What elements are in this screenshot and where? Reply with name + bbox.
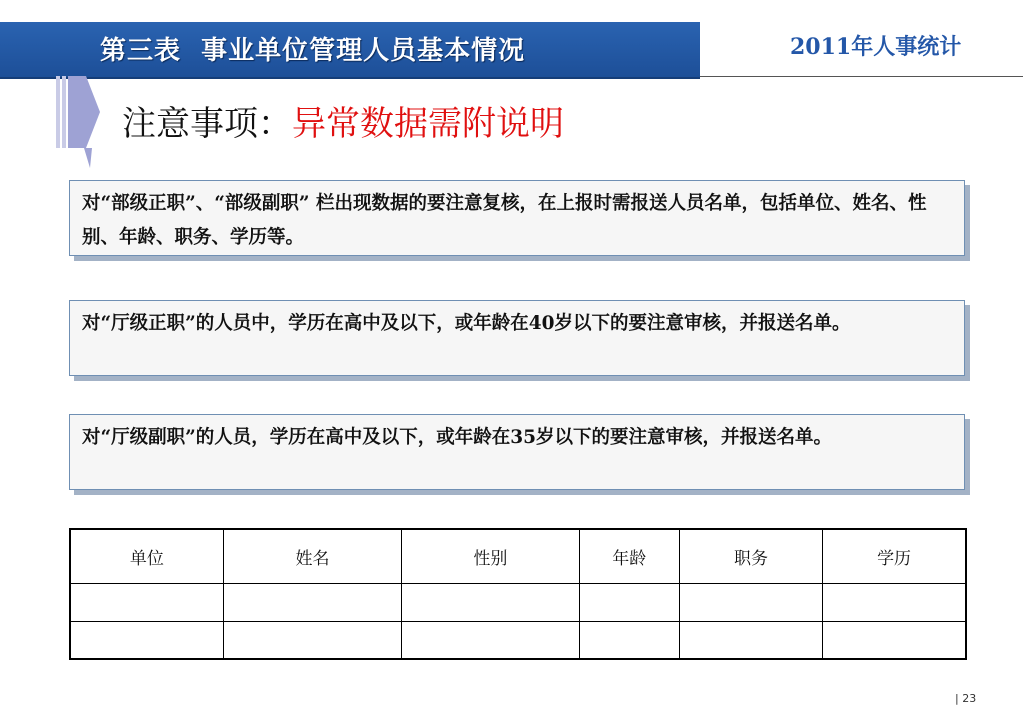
table-cell [402, 583, 579, 621]
table-cell [579, 621, 679, 659]
table-cell [223, 583, 401, 621]
table-header-row [70, 529, 966, 583]
table-cell [70, 621, 223, 659]
page-number: | 23 [955, 692, 977, 705]
column-header-age: 年龄 [579, 529, 679, 583]
table-row [70, 583, 966, 621]
table-cell [223, 621, 401, 659]
year-label: 2011年人事统计 [790, 34, 962, 60]
table-row [70, 621, 966, 659]
note-box-1: 对“部级正职”、“部级副职” 栏出现数据的要注意复核，在上报时需报送人员名单，包括单位、姓名、性别、年龄、职务、学历等。 [69, 180, 965, 256]
arrow-decoration-icon [56, 76, 100, 168]
note-box-3: 对“厅级副职”的人员，学历在高中及以下，或年龄在35岁以下的要注意审核，并报送名单。 [69, 414, 965, 490]
header-divider [700, 76, 1023, 77]
table-cell [402, 621, 579, 659]
notice-label: 注意事项： [122, 104, 292, 144]
table-cell [823, 621, 966, 659]
column-header-education: 学历 [823, 529, 966, 583]
column-header-position: 职务 [679, 529, 822, 583]
note-box-2: 对“厅级正职”的人员中，学历在高中及以下，或年龄在40岁以下的要注意审核，并报送名单。 [69, 300, 965, 376]
report-table [69, 528, 967, 660]
column-header-unit: 单位 [70, 529, 223, 583]
page-title: 第三表 事业单位管理人员基本情况 [100, 36, 526, 66]
table-cell [70, 583, 223, 621]
table-cell [679, 621, 822, 659]
table-cell [679, 583, 822, 621]
notice-heading [122, 96, 564, 145]
table-cell [823, 583, 966, 621]
notice-emphasis: 异常数据需附说明 [292, 104, 564, 144]
table-cell [579, 583, 679, 621]
column-header-gender: 性别 [402, 529, 579, 583]
title-bar [0, 22, 700, 79]
column-header-name: 姓名 [223, 529, 401, 583]
